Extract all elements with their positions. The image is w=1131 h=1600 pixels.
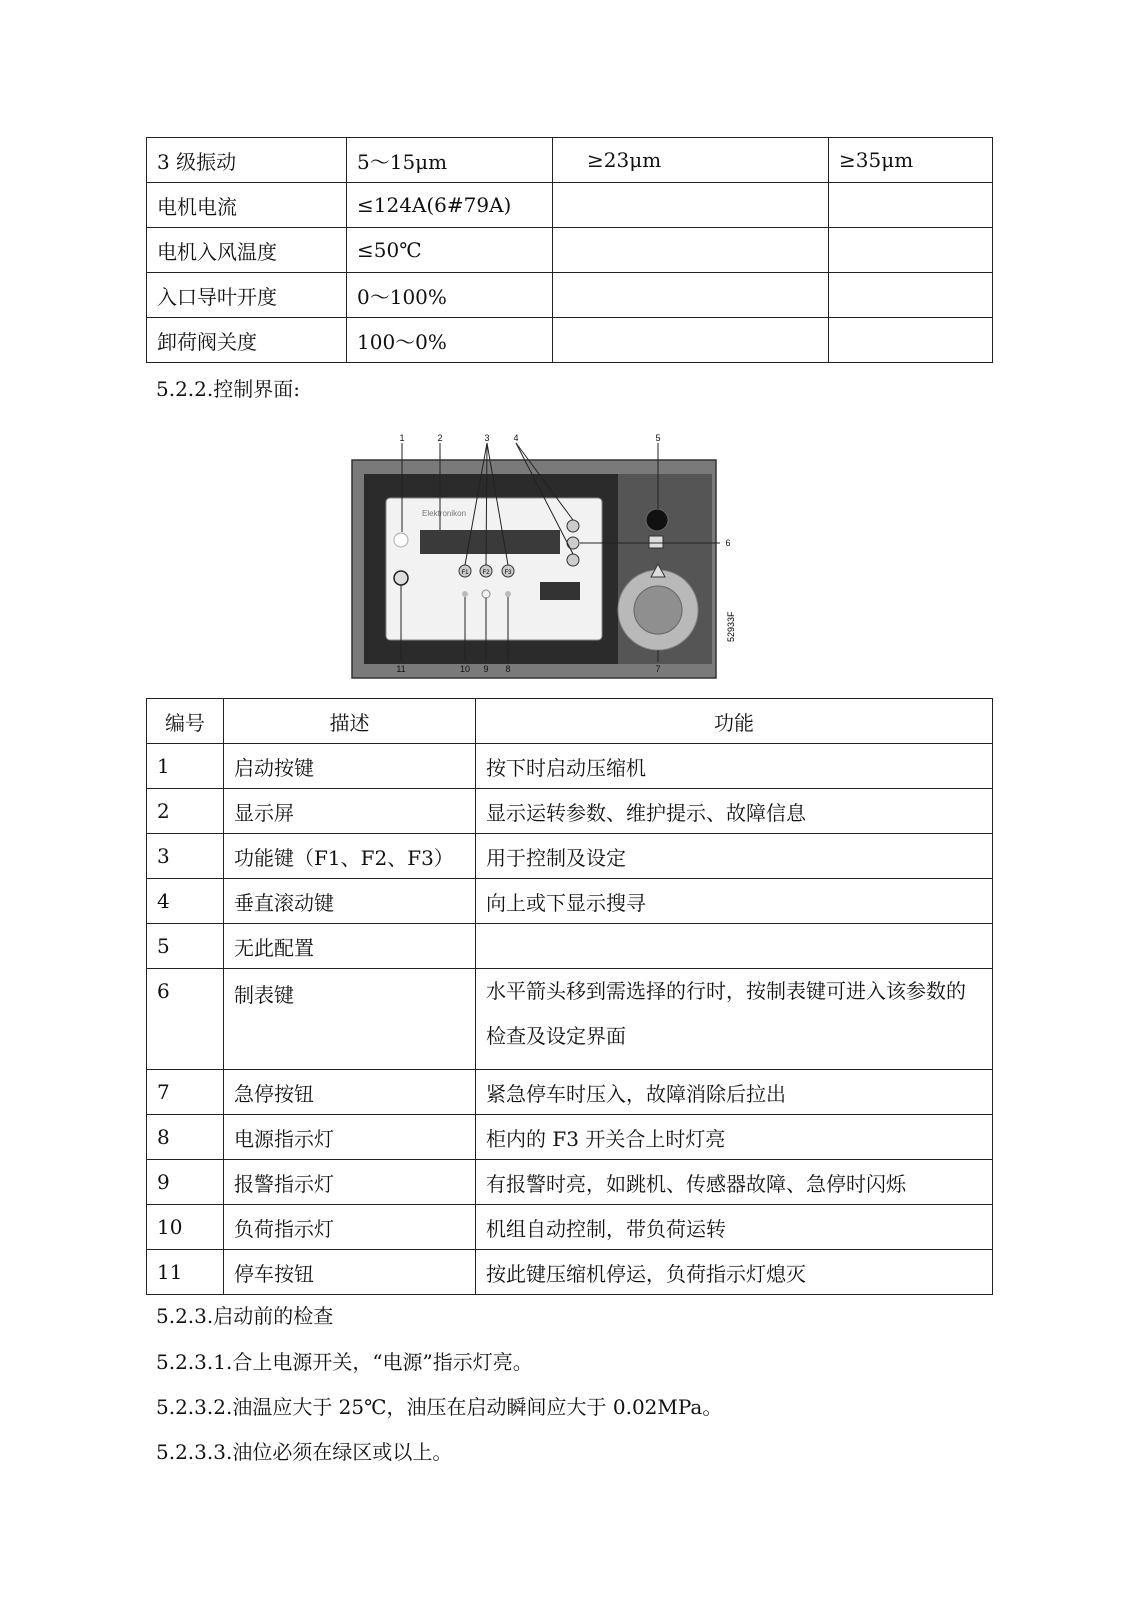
table-cell: ≤50℃ [347, 228, 553, 273]
callout-10: 10 [459, 664, 471, 674]
callout-11: 11 [396, 664, 406, 674]
column-header: 编号 [147, 699, 224, 744]
control-panel-figure [350, 432, 780, 690]
table-row [147, 924, 993, 969]
callout-6: 6 [725, 538, 731, 548]
table-cell: 入口导叶开度 [147, 273, 347, 318]
table-cell: 水平箭头移到需选择的行时，按制表键可进入该参数的检查及设定界面 [476, 969, 993, 1070]
table-row [147, 879, 993, 924]
table-cell: 停车按钮 [224, 1250, 476, 1295]
table-cell: ≥35μm [829, 138, 993, 183]
table-row [147, 138, 993, 183]
table-cell: ≥23μm [553, 138, 829, 183]
table-cell: 有报警时亮，如跳机、传感器故障、急停时闪烁 [476, 1160, 993, 1205]
callout-2: 2 [437, 433, 443, 443]
table-cell: 1 [147, 744, 224, 789]
table-row [147, 273, 993, 318]
table-row [147, 318, 993, 363]
table-cell [553, 273, 829, 318]
table-cell [829, 318, 993, 363]
tab-key-icon [567, 537, 579, 549]
display-screen [420, 530, 560, 554]
check-item: 5.2.3.3.油位必须在绿区或以上。 [156, 1440, 453, 1464]
table-cell: 电源指示灯 [224, 1115, 476, 1160]
f1-key-label: F1 [461, 570, 469, 576]
table-cell: 11 [147, 1250, 224, 1295]
table-row [147, 228, 993, 273]
table-row [147, 744, 993, 789]
table-cell: 0～100% [347, 273, 553, 318]
table-cell: 机组自动控制，带负荷运转 [476, 1205, 993, 1250]
stop-button-icon [394, 571, 408, 585]
table-cell: 无此配置 [224, 924, 476, 969]
table-cell: 5～15μm [347, 138, 553, 183]
table-cell: 紧急停车时压入，故障消除后拉出 [476, 1070, 993, 1115]
table-cell: 电机电流 [147, 183, 347, 228]
callout-9: 9 [483, 664, 489, 674]
table-row [147, 1250, 993, 1295]
column-header: 功能 [476, 699, 993, 744]
table-row [147, 183, 993, 228]
table-cell [553, 318, 829, 363]
table-cell [829, 273, 993, 318]
callout-3: 3 [484, 433, 490, 443]
table-row [147, 1160, 993, 1205]
switch-5-icon [646, 509, 668, 531]
table-cell: 电机入风温度 [147, 228, 347, 273]
emergency-stop-icon [634, 586, 682, 634]
table-cell [553, 228, 829, 273]
check-item: 5.2.3.2.油温应大于 25℃，油压在启动瞬间应大于 0.02MPa。 [156, 1395, 723, 1419]
table-row [147, 1070, 993, 1115]
table-cell: 按下时启动压缩机 [476, 744, 993, 789]
figure-code: 52933F [726, 611, 736, 642]
table-cell: 功能键（F1、F2、F3） [224, 834, 476, 879]
table-cell: 3 [147, 834, 224, 879]
table-row [147, 1205, 993, 1250]
table-cell: 柜内的 F3 开关合上时灯亮 [476, 1115, 993, 1160]
callout-4: 4 [513, 433, 519, 443]
table-cell [476, 924, 993, 969]
table-cell [553, 183, 829, 228]
table-cell [829, 183, 993, 228]
table-cell: 向上或下显示搜寻 [476, 879, 993, 924]
table-cell: 负荷指示灯 [224, 1205, 476, 1250]
table-cell: 制表键 [224, 969, 476, 1070]
table-cell: 显示运转参数、维护提示、故障信息 [476, 789, 993, 834]
table-cell: 垂直滚动键 [224, 879, 476, 924]
section-heading-5-2-2: 5.2.2.控制界面: [156, 377, 300, 401]
table-row [147, 969, 993, 1070]
callout-8: 8 [505, 664, 511, 674]
tab-symbol-icon [649, 536, 663, 548]
table-row [147, 834, 993, 879]
table-cell: 报警指示灯 [224, 1160, 476, 1205]
table-cell: 100～0% [347, 318, 553, 363]
table-cell: 按此键压缩机停运，负荷指示灯熄灭 [476, 1250, 993, 1295]
brand-text: Elektronikon [422, 509, 467, 518]
start-button-icon [394, 533, 408, 547]
table-row [147, 789, 993, 834]
f3-key-label: F3 [504, 570, 512, 576]
table-cell: 8 [147, 1115, 224, 1160]
power-led-icon [505, 591, 511, 597]
f2-key-label: F2 [482, 570, 490, 576]
callout-5: 5 [655, 433, 661, 443]
table-cell: 3 级振动 [147, 138, 347, 183]
table-cell: 用于控制及设定 [476, 834, 993, 879]
table-row [147, 1115, 993, 1160]
load-led-icon [462, 591, 468, 597]
table-cell [829, 228, 993, 273]
table-cell: 急停按钮 [224, 1070, 476, 1115]
table-cell: 5 [147, 924, 224, 969]
table-cell: 2 [147, 789, 224, 834]
table-cell: 7 [147, 1070, 224, 1115]
table-cell: 9 [147, 1160, 224, 1205]
table-cell: 4 [147, 879, 224, 924]
logo-plate [540, 582, 580, 600]
column-header: 描述 [224, 699, 476, 744]
table-cell: 10 [147, 1205, 224, 1250]
check-item: 5.2.3.1.合上电源开关，“电源”指示灯亮。 [156, 1350, 533, 1374]
table-header-row [147, 699, 993, 744]
section-heading-5-2-3: 5.2.3.启动前的检查 [156, 1304, 334, 1328]
callout-1: 1 [399, 433, 405, 443]
scroll-down-key-icon [567, 554, 579, 566]
table-cell: 显示屏 [224, 789, 476, 834]
table-cell: 启动按键 [224, 744, 476, 789]
callout-7: 7 [655, 664, 661, 674]
controller-face [386, 498, 602, 640]
table-cell: 卸荷阀关度 [147, 318, 347, 363]
scroll-up-key-icon [567, 520, 579, 532]
spec-table [146, 137, 993, 363]
table-cell: ≤124A(6#79A) [347, 183, 553, 228]
table-cell: 6 [147, 969, 224, 1070]
function-table [146, 698, 993, 1295]
